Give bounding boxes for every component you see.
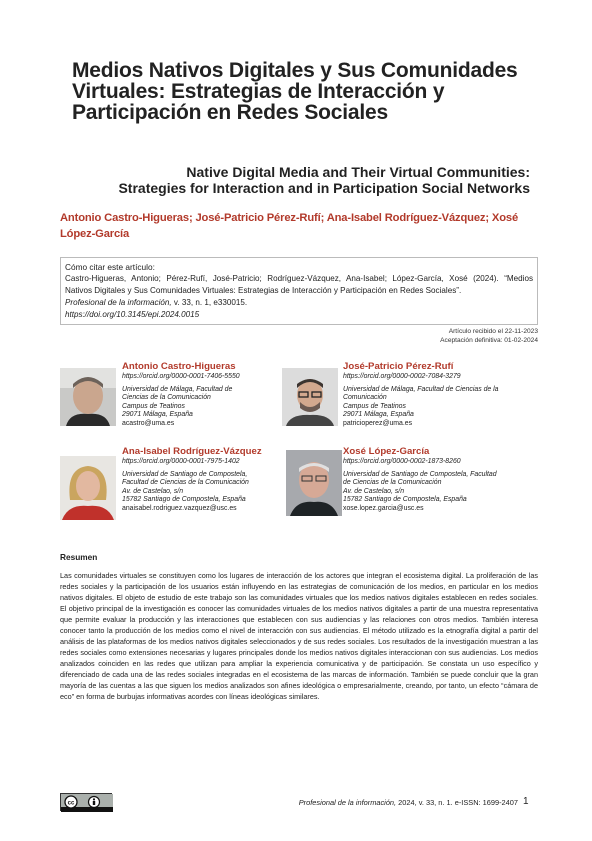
author-photo-1: [60, 368, 116, 426]
affiliation-line: Facultad de Ciencias de la Comunicación: [122, 479, 249, 487]
affiliation-line: Universidad de Málaga, Facultad de Ciencias de la: [343, 385, 499, 393]
affiliation-line: de Ciencias de la Comunicación: [343, 479, 442, 487]
authors-line: Antonio Castro-Higueras; José-Patricio Pérez-Rufí; Ana-Isabel Rodríguez-Vázquez; Xosé López-García: [60, 212, 519, 240]
author-email[interactable]: anaisabel.rodriguez.vazquez@usc.es: [122, 504, 237, 512]
title-en-line1: Native Digital Media and Their Virtual Communities:: [186, 164, 530, 180]
affiliation-line: Ciencias de la Comunicación: [122, 394, 211, 402]
affiliation-line: Campus de Teatinos: [122, 402, 185, 410]
citation-box: [60, 257, 538, 325]
affiliation-line: 29071 Málaga, España: [122, 411, 193, 419]
abstract-text: Las comunidades virtuales se constituyen como los lugares de interacción de los actores que integran el ecosistema digital. La proliferación de las redes sociales y la participación de los usuarios están influyendo en las estrategias de comunicación de los medios, en particular en los medios nativos digitales. El objeto de estudio de este trabajo son las comunidades virtuales que los medios nativos digitales establecen en redes sociales. El objetivo principal de la investigación es conocer las comunidades virtuales de los medios nativos digitales a partir de una muestra representativa que permite evaluar la producción y las interacciones que establecen con sus audiencias y las relaciones con otros medios. También interesa conocer tanto la producción de los medios como el nivel de interacción con sus audiencias. El método utilizado es la etnografía digital a partir del análisis de las plataformas de los medios nativos digitales seleccionados y de sus redes sociales. Los resultados de la investigación muestran a las redes sociales como extensiones necesarias y lugares principales donde los medios nativos digitales interaccionan con sus audiencias. Los medios analizados coinciden en las redes que utilizan para ampliar la experiencia comunicativa y de participación. Se constata un uso específico y diferenciado de cada una de las redes sociales integradas en el ecosistema de las marcas de información. También se puede concluir que la gran mayoría de las cuentas a las que siguen los medios analizados son afines ideológica o empresarialmente, creando, por tanto, un efecto “cámara de eco” en forma de burbujas informativas acordes con líneas ideológicas similares.: [60, 571, 538, 701]
svg-text:cc: cc: [67, 800, 75, 807]
dates-block: [300, 327, 538, 345]
orcid-link[interactable]: https://orcid.org/0000-0001-7406-5550: [122, 373, 240, 380]
title-en-line2: Strategies for Interaction and in Participation Social Networks: [118, 180, 530, 196]
author-card-1: [122, 361, 337, 429]
affiliation-line: 15782 Santiago de Compostela, España: [122, 496, 246, 504]
cc-icon: [65, 796, 77, 808]
cc-license-badge[interactable]: [60, 793, 112, 811]
page-number: 1: [523, 796, 529, 807]
affiliation-line: Campus de Teatinos: [343, 402, 406, 410]
author-email[interactable]: xose.lopez.garcia@usc.es: [343, 504, 424, 512]
citation-title: “Medios Nativos Digitales y Sus Comunidades Virtuales: Estrategias de Interacción y Participación en Redes Sociales”.: [65, 274, 533, 295]
author-name: Ana-Isabel Rodríguez-Vázquez: [122, 446, 262, 457]
abstract-heading: Resumen: [60, 552, 98, 562]
affiliation-line: Comunicación: [343, 394, 387, 402]
author-card-3: [122, 446, 337, 514]
citation-doi-link[interactable]: https://doi.org/10.3145/epi.2024.0015: [65, 310, 200, 319]
affiliation-line: Universidad de Santiago de Compostela,: [122, 470, 248, 478]
citation-authors: Castro-Higueras, Antonio; Pérez-Rufí, José-Patricio; Rodríguez-Vázquez, Ana-Isabel; López-García, Xosé (2024).: [65, 274, 499, 283]
author-email[interactable]: acastro@uma.es: [122, 419, 175, 427]
affiliation-line: 29071 Málaga, España: [343, 411, 414, 419]
footer-journal-name: Profesional de la información,: [298, 798, 397, 807]
author-name: Xosé López-García: [343, 446, 430, 457]
affiliation-line: Universidad de Santiago de Compostela, Facultad: [343, 470, 497, 478]
article-title-es: Medios Nativos Digitales y Sus Comunidades Virtuales: Estrategias de Interacción y Participación en Redes Sociales: [72, 59, 518, 124]
orcid-link[interactable]: https://orcid.org/0000-0002-7084-3279: [343, 373, 461, 380]
author-photo-3: [60, 456, 116, 520]
affiliation-line: 15782 Santiago de Compostela, España: [343, 496, 467, 504]
affiliation-line: Universidad de Málaga, Facultad de: [122, 385, 233, 393]
article-title-en: [60, 164, 530, 196]
by-icon: [89, 797, 100, 808]
footer-journal-info: [240, 798, 518, 807]
footer-journal-details: 2024, v. 33, n. 1. e-ISSN: 1699-2407: [396, 798, 518, 807]
author-card-2: [343, 361, 558, 429]
citation-text: [65, 273, 533, 321]
orcid-link[interactable]: https://orcid.org/0000-0001-7975-1402: [122, 458, 240, 465]
author-card-4: [343, 446, 558, 514]
author-email[interactable]: patricioperez@uma.es: [343, 419, 413, 427]
orcid-link[interactable]: https://orcid.org/0000-0002-1873-8260: [343, 458, 461, 465]
received-date: Artículo recibido el 22-11-2023: [448, 328, 538, 335]
citation-label: Cómo citar este artículo:: [65, 262, 155, 272]
affiliation-line: Av. de Castelao, s/n: [343, 487, 405, 495]
author-name: José-Patricio Pérez-Rufí: [343, 361, 454, 372]
citation-volume: v. 33, n. 1, e330015.: [171, 298, 248, 307]
citation-journal: Profesional de la información,: [65, 298, 172, 307]
affiliation-line: Av. de Castelao, s/n: [122, 487, 184, 495]
author-name: Antonio Castro-Higueras: [122, 361, 236, 372]
accepted-date: Aceptación definitiva: 01-02-2024: [440, 337, 538, 344]
